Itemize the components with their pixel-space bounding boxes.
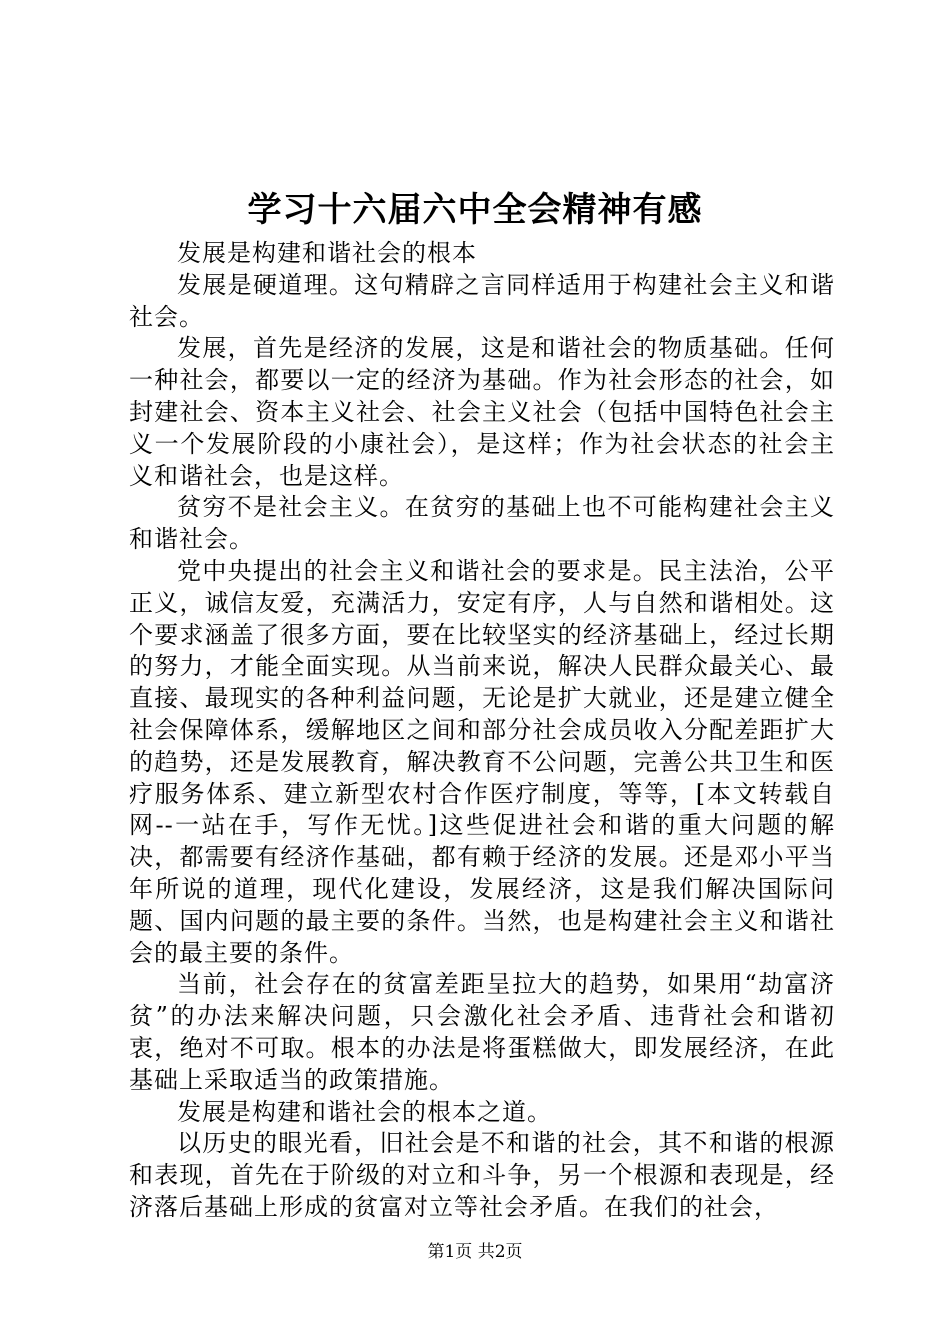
paragraph: 发展是构建和谐社会的根本之道。	[177, 1097, 552, 1126]
paragraph: 贫穷不是社会主义。在贫穷的基础上也不可能构建社会主义和谐社会。	[129, 493, 835, 554]
page-number-footer: 第1页 共2页	[427, 1242, 523, 1262]
document-body	[129, 238, 835, 1224]
paragraph: 发展是构建和谐社会的根本	[177, 239, 477, 267]
paragraph: 党中央提出的社会主义和谐社会的要求是。民主法治，公平正义，诚信友爱，充满活力，安定有序，人与自然和谐相处。这个要求涵盖了很多方面，要在比较坚实的经济基础上，经过长期的努力，才能全面实现。从当前来说，解决人民群众最关心、最直接、最现实的各种利益问题，无论是扩大就业，还是建立健全社会保障体系，缓解地区之间和部分社会成员收入分配差距扩大的趋势，还是发展教育，解决教育不公问题，完善公共卫生和医疗服务体系、建立新型农村合作医疗制度，等等，[本文转载自网--一站在手，写作无忧。]这些促进社会和谐的重大问题的解决，都需要有经济作基础，都有赖于经济的发展。还是邓小平当年所说的道理，现代化建设，发展经济，这是我们解决国际问题、国内问题的最主要的条件。当然，也是构建社会主义和谐社会的最主要的条件。	[129, 556, 835, 967]
paragraph: 以历史的眼光看，旧社会是不和谐的社会，其不和谐的根源和表现，首先在于阶级的对立和斗争，另一个根源和表现是，经济落后基础上形成的贫富对立等社会矛盾。在我们的社会，	[129, 1129, 835, 1221]
document-title: 学习十六届六中全会精神有感	[247, 190, 703, 230]
paragraph: 发展，首先是经济的发展，这是和谐社会的物质基础。任何一种社会，都要以一定的经济为基础。作为社会形态的社会，如封建社会、资本主义社会、社会主义社会（包括中国特色社会主义一个发展阶段的小康社会），是这样；作为社会状态的社会主义和谐社会，也是这样。	[129, 334, 835, 490]
paragraph: 当前，社会存在的贫富差距呈拉大的趋势，如果用“劫富济贫”的办法来解决问题，只会激化社会矛盾、违背社会和谐初衷，绝对不可取。根本的办法是将蛋糕做大，即发展经济，在此基础上采取适当的政策措施。	[129, 970, 835, 1094]
paragraph: 发展是硬道理。这句精辟之言同样适用于构建社会主义和谐社会。	[129, 270, 835, 331]
